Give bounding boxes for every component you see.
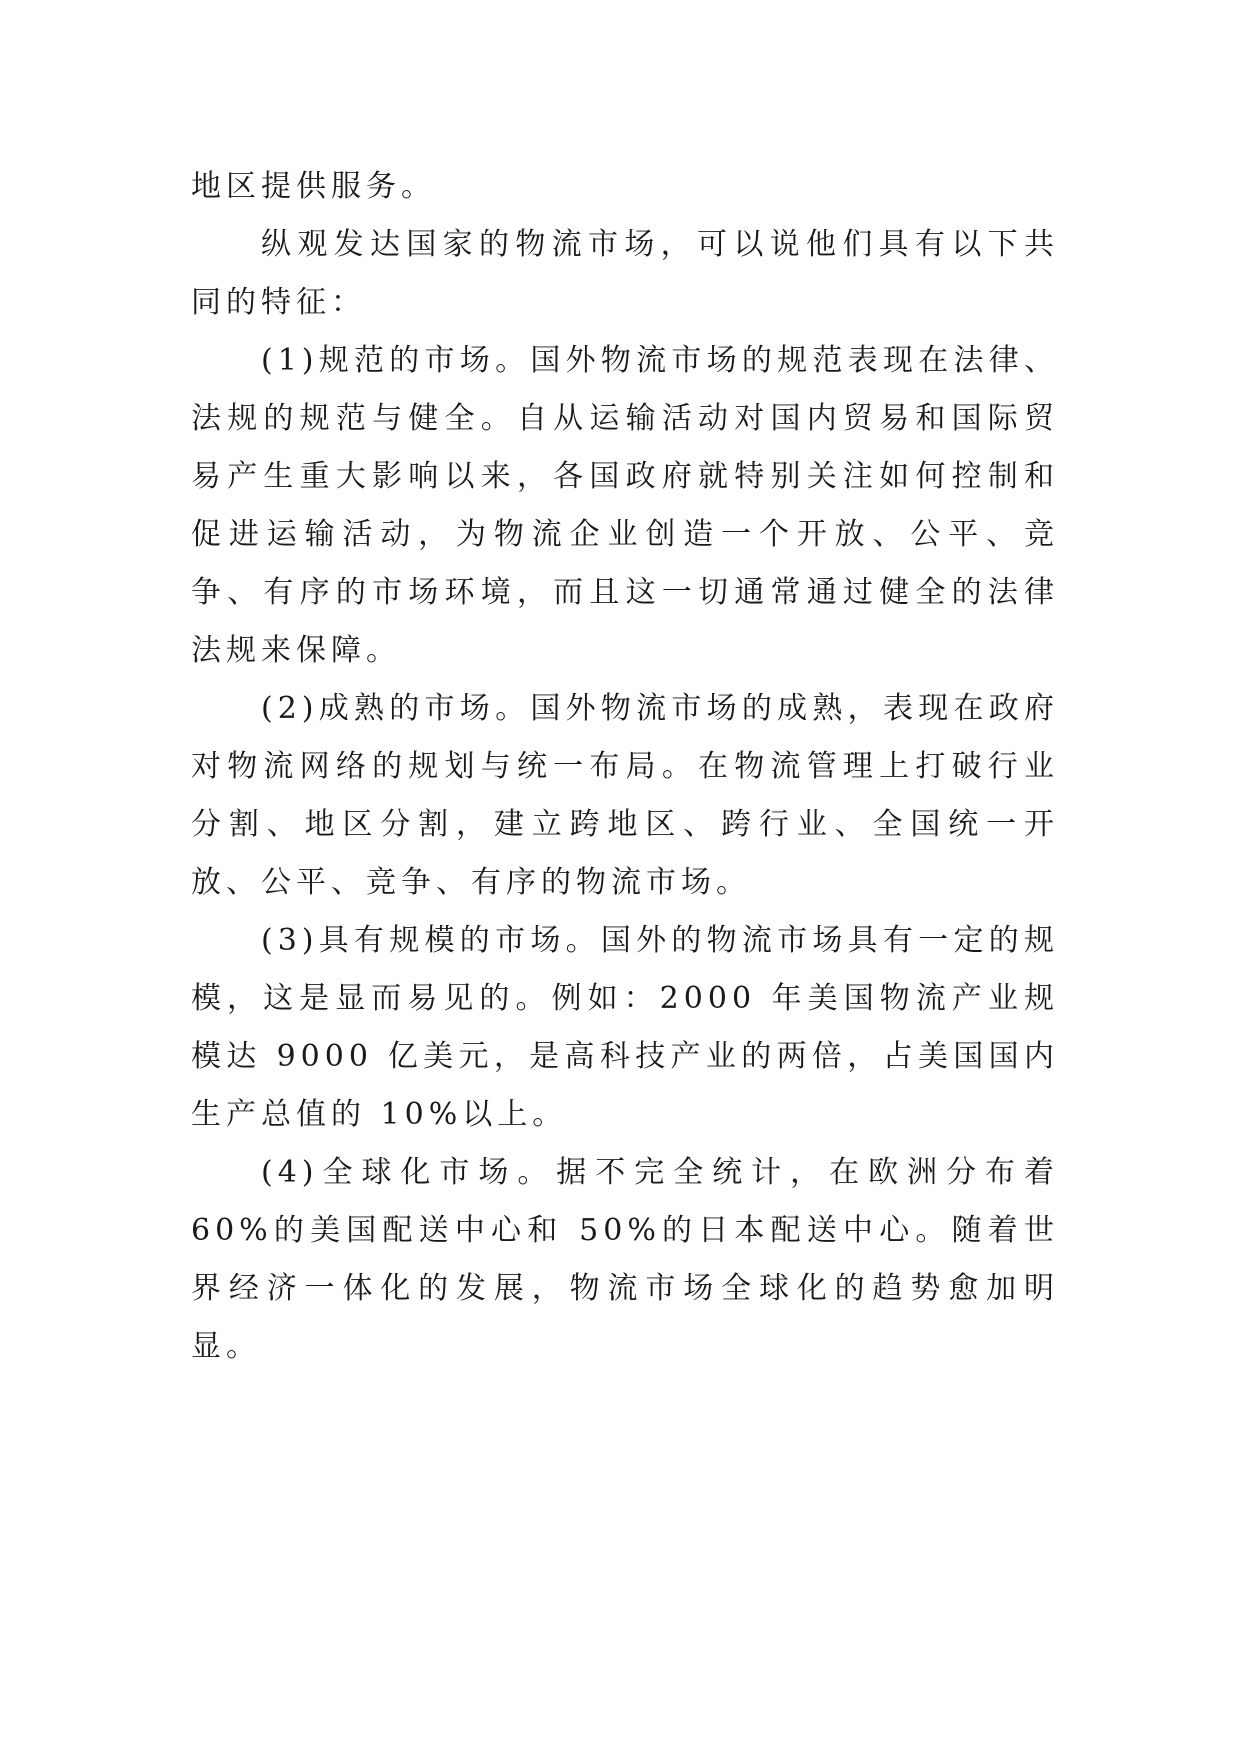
paragraph-point-2: (2)成熟的市场。国外物流市场的成熟，表现在政府对物流网络的规划与统一布局。在物流管理上打破行业分割、地区分割，建立跨地区、跨行业、全国统一开放、公平、竞争、有序的物流市场。	[191, 691, 1059, 900]
paragraph-point-1: (1)规范的市场。国外物流市场的规范表现在法律、法规的规范与健全。自从运输活动对国内贸易和国际贸易产生重大影响以来，各国政府就特别关注如何控制和促进运输活动，为物流企业创造一个开放、公平、竞争、有序的市场环境，而且这一切通常通过健全的法律法规来保障。	[191, 343, 1059, 668]
body-text	[191, 158, 1059, 1376]
paragraph-continuation: 地区提供服务。	[191, 169, 436, 204]
paragraph-point-3: (3)具有规模的市场。国外的物流市场具有一定的规模，这是显而易见的。例如：2000 年美国物流产业规模达 9000 亿美元，是高科技产业的两倍，占美国国内生产总值的 10%以上。	[191, 923, 1059, 1132]
paragraph-intro: 纵观发达国家的物流市场，可以说他们具有以下共同的特征：	[191, 227, 1059, 320]
paragraph-point-4: (4)全球化市场。据不完全统计，在欧洲分布着 60%的美国配送中心和 50%的日本配送中心。随着世界经济一体化的发展，物流市场全球化的趋势愈加明显。	[191, 1155, 1059, 1364]
